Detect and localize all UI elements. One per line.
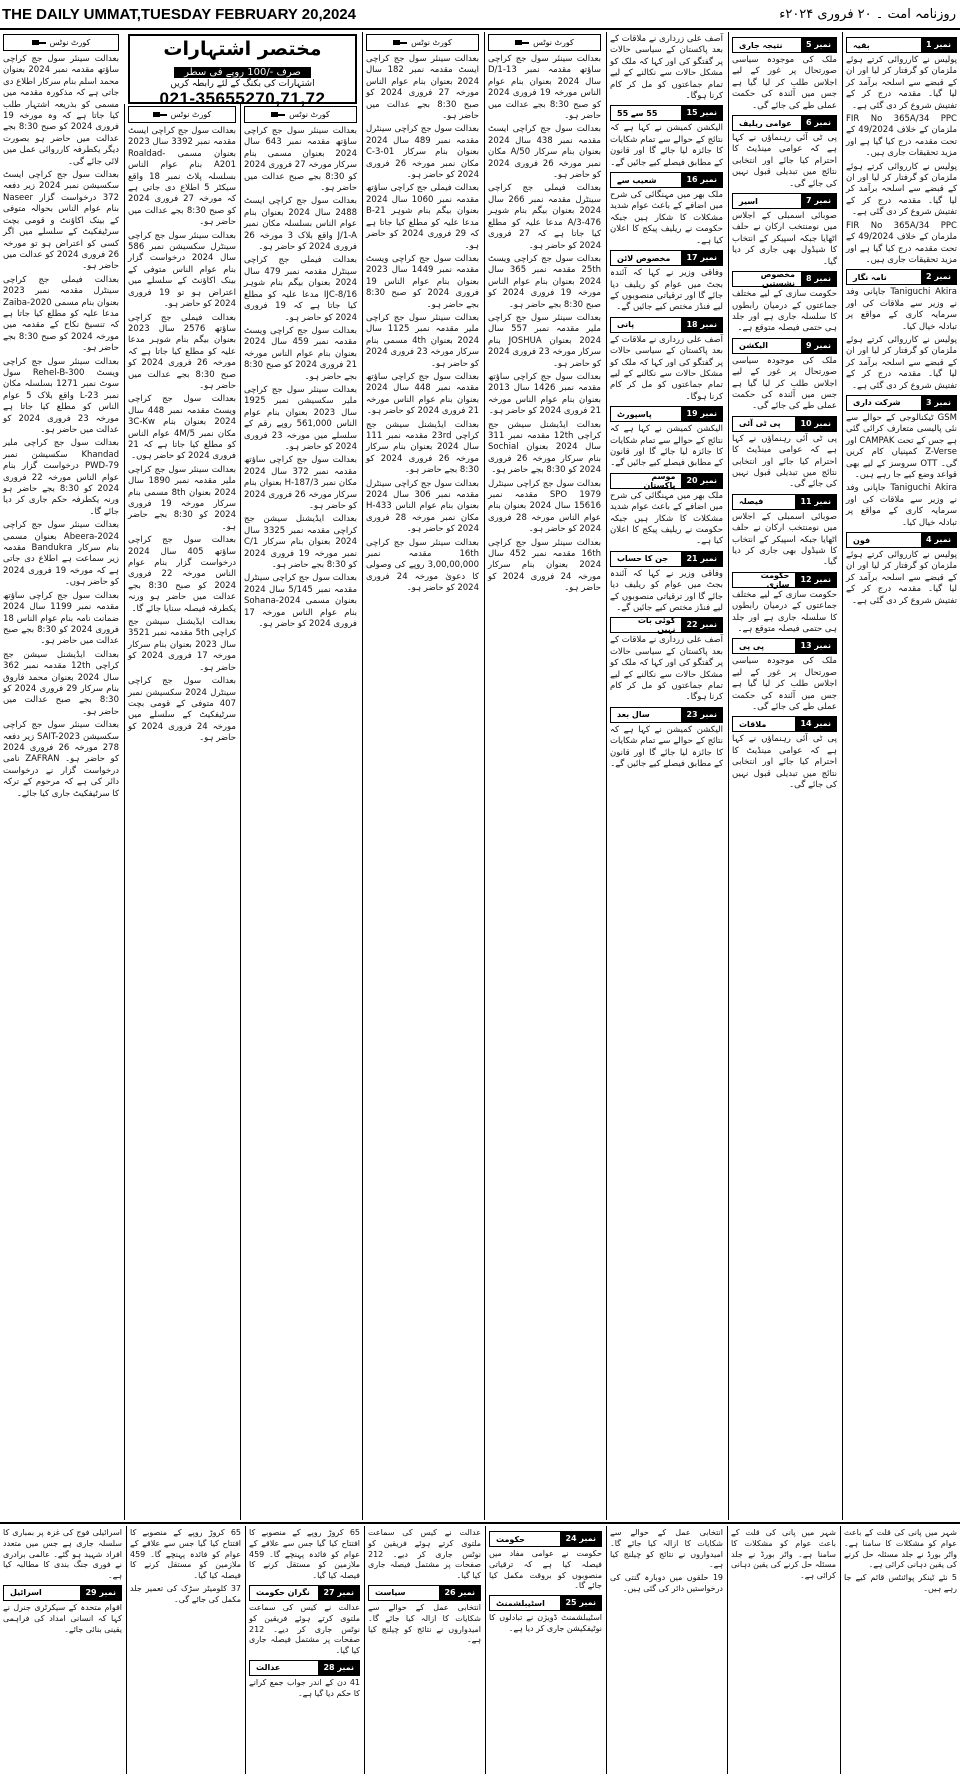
notices-column-3 [240,104,360,1520]
notice-paragraph: بعدالت ایڈیشنل سیشن جج کراچی 12th مقدمہ نمبر 362 سال 2024 بعنوان محمد فاروق بنام سرکار 29 فروری 2024 کو 8:30 بجے صبح عدالت میں حاضر ہو۔ [3,649,120,717]
section-number: نمبر 21 [681,552,722,566]
section-number: نمبر 26 [439,1586,480,1600]
column-text [249,1678,360,1700]
notice-paragraph: بعدالت سینئر سول جج کراچی سینٹرل سکسیشن نمبر 586 سال 2024 درخواست گزار بنام عوام الناس متوفی کے بینک اکاؤنٹ کے سلسلے میں اعتراض ہو تو 19 فروری 2024 کو حاضر ہو۔ [128,230,236,310]
news-paragraph: Taniguchi Akira جاپانی وفد نے وزیر سے ملاقات کی اور سرمایہ کاری کے مواقع پر تبادلہ خیال کیا۔ [846,483,957,528]
column-text [366,54,479,595]
section-title: نتیجہ جاری [739,40,783,50]
section-number: نمبر 6 [801,116,836,130]
column-text [3,1528,122,1582]
section-title: شعیب سے [617,175,657,185]
notice-paragraph: بعدالت فیملی جج کراچی سینٹرل مقدمہ نمبر 266 سال 2024 بعنوان بیگم بنام شوہر A/3-476 مدعا علیہ کو مطلع کیا جاتا ہے کہ 27 فروری 2024 کو حاضر ہو۔ [488,183,602,251]
news-paragraph: وفاقی وزیر نے کہا کہ آئندہ بجٹ میں عوام کو ریلیف دیا جائے گا اور ترقیاتی منصوبوں کے لیے فنڈز مختص کیے جائیں گے۔ [610,268,723,313]
notice-paragraph: بعدالت سول جج کراچی ساؤتھ 405 سال 2024 درخواست گزار بنام عوام الناس مورخہ 22 فروری 2024 کو صبح 8:30 بجے عدالت میں حاضر ہو ورنہ یکطرفہ فیصلہ سنایا جائے گا۔ [128,535,236,614]
news-paragraph: شہر میں پانی کی قلت کے باعث عوام کو مشکلات کا سامنا ہے۔ واٹر بورڈ نے جلد مسئلہ حل کرنے کی یقین دہانی کرائی ہے۔ [731,1528,836,1581]
header-urdu-title: روزنامہ امت ۔ ۲۰ فروری ۲۰۲۴ء [779,6,956,22]
bottom-column-5 [485,1526,605,1774]
gavel-icon [393,39,407,47]
court-notice-label: کورٹ نوٹس [411,38,452,47]
bottom-column-4 [364,1526,484,1774]
column-text [610,635,723,703]
notice-paragraph: بعدالت فیملی جج کراچی ساؤتھ مقدمہ نمبر 1060 سال 2024 بعنوان بیگم بنام شوہر B-21 مدعا علیہ کو مطلع کیا جاتا ہے کہ 29 فروری 2024 کو حاضر ہو۔ [366,183,479,251]
column-text [732,512,837,569]
notice-paragraph: بعدالت ایڈیشنل سیشن جج کراچی 23rd مقدمہ نمبر 111 سال 2024 بعنوان بنام سرکار مورخہ 26 فروری 2024 کو 8:30 بجے حاضر ہو۔ [366,419,480,476]
ad-rate: صرف -/100 روپے فی سطر [174,67,311,78]
section-number: نمبر 4 [921,533,956,547]
section-header [610,473,723,489]
section-title: 55 سے 55 [617,108,658,118]
court-notice-label: کورٹ نوٹس [533,38,574,47]
section-number: نمبر 18 [681,318,722,332]
section-number: نمبر 24 [560,1532,601,1546]
gavel-icon [32,39,46,47]
column-text [846,550,957,607]
column-text [844,1528,957,1595]
notice-paragraph: بعدالت سول جج کراچی سینٹرل مقدمہ نمبر 306 سال 2024 بعنوان بنام عوام الناس H-433 مکان نمبر مورخہ 28 فروری 2024 کو حاضر ہو۔ [366,478,479,535]
section-title: فیصلہ [739,497,764,507]
news-paragraph: اسرائیلی فوج کی غزہ پر بمباری کا سلسلہ جاری ہے جس میں متعدد افراد شہید ہو گئے۔ عالمی برادری نے فوری جنگ بندی کا مطالبہ کیا ہے۔ [3,1528,122,1581]
notices-column-2 [124,104,239,1520]
news-column-8 [842,32,960,1520]
news-paragraph: انتخابی عمل کے حوالے سے شکایات کا ازالہ کیا جائے گا۔ امیدواروں نے نتائج کو چیلنج کیا ہے۔ [610,1528,723,1570]
news-paragraph: FIR No 365A/34 PPC ملزمان کے خلاف 49/2024 کے تحت مقدمہ درج کیا گیا ہے اور مزید تحقیقات جاری ہیں۔ [846,114,957,159]
notice-paragraph: بعدالت سول جج کراچی ملیر Khandad سکسیشن نمبر PWD-79 درخواست گزار بنام عوام الناس مورخہ 22 فروری 2024 کو 8:30 بجے حاضر ہو ورنہ یکطرفہ حکم جاری کر دیا جائے گا۔ [3,438,120,517]
notice-paragraph: بعدالت سول جج کراچی ایسٹ سکسیشن نمبر 2024 زیر دفعہ 372 درخواست گزار Naseer بنام عوام الناس بحوالہ متوفی کے بینک اکاؤنٹ و قومی بچت سرٹیفکیٹ کے سلسلے میں اگر کسی کو اعتراض ہو تو مورخہ 26 فروری 2024 کو عدالت میں حاضر ہو۔ [3,170,119,272]
news-paragraph: 41 دن کے اندر جواب جمع کرانے کا حکم دیا گیا ہے۔ [249,1677,360,1698]
column-text [846,287,957,392]
classified-ad-box [128,34,357,108]
section-title: پی ٹی آئی [739,419,781,429]
news-paragraph: 5 نئے ٹینکر پوائنٹس قائم کیے جا رہے ہیں۔ [844,1573,957,1593]
section-title: سیاست [375,1588,406,1598]
news-paragraph: 37 کلومیٹر سڑک کی تعمیر جلد مکمل کی جائے گی۔ [130,1583,241,1604]
notice-paragraph: بعدالت ایڈیشنل سیشن جج کراچی 5th مقدمہ نمبر 3521 سال 2023 بعنوان بنام سرکار مورخہ 17 فروری 2024 کو حاضر ہو۔ [128,617,237,673]
news-paragraph: پولیس نے کارروائی کرتے ہوئے ملزمان کو گرفتار کر لیا اور ان کے قبضے سے اسلحہ برآمد کر لیا گیا۔ مقدمہ درج کر کے تفتیش شروع کر دی گئی ہے۔ [846,161,957,218]
section-number: نمبر 11 [795,495,836,509]
section-header [732,638,837,654]
notice-paragraph: بعدالت سول جج کراچی ایسٹ مقدمہ نمبر 438 سال 2024 بعنوان بنام سرکار 50/A مکان نمبر مورخہ 26 فروری 2024 کو حاضر ہو۔ [488,124,602,181]
news-paragraph: پی ٹی آئی رہنماؤں نے کہا ہے کہ عوامی مینڈیٹ کا احترام کیا جائے اور انتخابی نتائج میں تبدیلی قبول نہیں کی جائے گی۔ [732,133,837,189]
news-paragraph: FIR No 365A/34 PPC ملزمان کے خلاف 49/2024 کے تحت مقدمہ درج کیا گیا ہے اور مزید تحقیقات جاری ہیں۔ [846,220,957,265]
ad-subtitle: اشتہارات کی بکنگ کے لئے رابطہ کریں [170,79,315,89]
section-number: نمبر 7 [801,194,836,208]
section-header [249,1660,360,1676]
column-text [732,434,837,491]
gavel-icon [271,111,285,119]
column-text [846,413,957,529]
column-text [610,424,723,470]
section-title: فون [853,535,871,545]
section-number: نمبر 22 [681,618,722,632]
column-text [732,55,837,112]
section-title: اسٹیبلشمنٹ [496,1598,545,1608]
news-paragraph: پولیس نے کارروائی کرتے ہوئے ملزمان کو گرفتار کر لیا اور ان کے قبضے سے اسلحہ برآمد کر لیا گیا۔ مقدمہ درج کر کے تفتیش شروع کر دی گئی ہے۔ [846,55,957,111]
section-header [610,105,723,121]
news-paragraph: آصف علی زرداری نے ملاقات کے بعد پاکستان کے سیاسی حالات پر گفتگو کی اور کہا کہ ملک کو مشکل حالات سے نکالنے کے لیے تمام جماعتوں کو مل کر کام کرنا ہوگا۔ [610,334,723,402]
section-number: نمبر 13 [795,639,836,653]
section-header [610,617,723,633]
court-notice-label: کورٹ نوٹس [49,38,91,47]
section-header [846,269,957,285]
notices-column-5 [484,32,604,1520]
news-paragraph: حکومت سازی کے لیے مختلف جماعتوں کے درمیان رابطوں کا سلسلہ جاری ہے اور جلد ہی حتمی فیصلہ متوقع ہے۔ [732,589,837,635]
column-text [249,1528,360,1582]
section-header [610,707,723,723]
bottom-news-band [0,1522,960,1776]
notice-paragraph: بعدالت سول جج کراچی ساؤتھ مقدمہ نمبر 1199 سال 2024 ضمانت نامہ بنام عوام الناس 18 فروری 2024 کو 8:30 بجے صبح عدالت میں حاضر ہو۔ [3,590,119,647]
court-notice-header [488,34,601,51]
section-title: شرکت داری [853,398,901,408]
notice-paragraph: بعدالت سول جج کراچی ویسٹ مقدمہ نمبر 1449 سال 2023 بعنوان بنام عوام الناس 19 فروری 2024 کو صبح 8:30 بجے حاضر ہو۔ [366,253,479,310]
news-paragraph: پی ٹی آئی رہنماؤں نے کہا ہے کہ عوامی مینڈیٹ کا احترام کیا جائے اور انتخابی نتائج میں تبدیلی قبول نہیں کی جائے گی۔ [732,734,837,791]
section-number: نمبر 25 [560,1596,601,1610]
bottom-column-7 [727,1526,839,1774]
section-title: حکومت [496,1534,525,1544]
section-header [732,338,837,354]
section-header [610,250,723,266]
column-text [846,55,957,266]
section-header [249,1585,360,1601]
notice-paragraph: بعدالت سول جج کراچی سینٹرل SPO 1979 مقدمہ نمبر 15616 سال 2024 بعنوان بنام عوام الناس مورخہ 28 فروری 2024 کو حاضر ہو۔ [488,478,602,535]
column-text [244,126,357,630]
section-number: نمبر 29 [80,1586,121,1600]
notice-paragraph: بعدالت سول جج کراچی سینٹرل مقدمہ نمبر 489 سال 2024 بعنوان بنام سرکار 01-C-3 مکان نمبر مورخہ 26 فروری 2024 کو حاضر ہو۔ [366,124,479,181]
notice-paragraph: بعدالت سینئر سول جج کراچی ایسٹ مقدمہ نمبر 182 سال 2024 بعنوان بنام عوام الناس مورخہ 27 فروری 2024 کو صبح 8:30 بجے عدالت میں حاضر ہو۔ [366,54,479,122]
section-number: نمبر 28 [318,1661,359,1675]
column-text [368,1603,481,1646]
news-paragraph: حکومت سازی کے لیے مختلف جماعتوں کے درمیان رابطوں کا سلسلہ جاری ہے اور جلد ہی حتمی فیصلہ متوقع ہے۔ [732,289,837,334]
column-text [488,54,601,595]
column-text [130,1528,241,1606]
section-number: نمبر 5 [801,38,836,52]
notice-paragraph: بعدالت فیملی جج کراچی ساؤتھ 2576 سال 2023 بعنوان بیگم بنام شوہر مدعا علیہ کو مطلع کیا جاتا ہے کہ مورخہ 26 فروری 2024 کو صبح 8:30 بجے عدالت میں حاضر ہو۔ [128,312,236,391]
section-header [3,1585,122,1601]
section-title: نگران حکومت [256,1588,310,1598]
notices-column-1 [0,32,122,1520]
column-text [610,335,723,403]
section-header [610,551,723,567]
news-paragraph: 65 کروڑ روپے کے منصوبے کا افتتاح کیا گیا جس سے علاقے کے عوام کو فائدہ پہنچے گا۔ 459 ملازمین کو مستقل کرنے کا فیصلہ کیا گیا۔ [130,1528,241,1581]
notice-paragraph: بعدالت سینئر سول جج کراچی Abeera-2024 بعنوان مسمی بنام سرکار Bandukra مقدمہ زیر سماعت ہے اطلاع دی جاتی ہے کہ مورخہ 19 فروری 2024 کو حاضر ہوں۔ [3,520,119,588]
news-paragraph: ملک کی موجودہ سیاسی صورتحال پر غور کے لیے اجلاس طلب کر لیا گیا ہے جس میں آئندہ کی حکمت عملی طے کی جائے گی۔ [732,55,837,111]
section-title: پی پی [739,641,764,651]
section-number: نمبر 23 [681,708,722,722]
notices-column-4 [362,32,482,1520]
notice-paragraph: بعدالت سینئر سول جج کراچی ساؤتھ مقدمہ نمبر 643 سال 2024 بعنوان مسمی بنام سرکار مورخہ 27 فروری 2024 کو 8:30 بجے صبح عدالت میں حاضر ہو۔ [244,126,357,194]
column-text [249,1603,360,1657]
court-notice-label: کورٹ نوٹس [170,110,212,119]
news-paragraph: الیکشن کمیشن نے کہا ہے کہ نتائج کے حوالے سے تمام شکایات کا جائزہ لیا جائے گا اور قانون کے مطابق فیصلے کیے جائیں گے۔ [610,424,723,469]
court-notice-label: کورٹ نوٹس [289,110,330,119]
notice-paragraph: بعدالت سینئر سول جج کراچی ملیر مقدمہ نمبر 1125 سال 2024 بعنوان 4th مسمی بنام سرکار مورخہ 23 فروری 2024 کو حاضر ہو۔ [366,312,480,369]
column-text [610,491,723,548]
section-number: نمبر 17 [681,251,722,265]
bottom-column-8 [840,1526,960,1774]
section-header [610,172,723,188]
gavel-icon [153,111,167,119]
section-header [732,37,837,53]
section-title: موسم پاکستان [643,471,676,490]
news-paragraph: صوبائی اسمبلی کے اجلاس میں نومنتخب ارکان نے حلف اٹھایا جبکہ اسپیکر کے انتخاب کا شیڈول بھی جاری کر دیا گیا۔ [732,211,837,267]
section-header [846,532,957,548]
column-text [610,725,723,771]
news-paragraph: وفاقی وزیر نے کہا کہ آئندہ بجٹ میں عوام کو ریلیف دیا جائے گا اور ترقیاتی منصوبوں کے لیے فنڈز مختص کیے جائیں گے۔ [610,568,723,614]
section-number: نمبر 12 [795,573,836,587]
news-paragraph: شہر میں پانی کی قلت کے باعث عوام کو مشکلات کا سامنا ہے۔ واٹر بورڈ نے جلد مسئلہ حل کرنے کی یقین دہانی کرائی ہے۔ [844,1528,957,1570]
bottom-column-2 [126,1526,244,1774]
section-title: عدالت [256,1663,281,1673]
section-header [732,572,837,588]
section-header [846,395,957,411]
section-number: نمبر 8 [801,272,836,286]
section-number: نمبر 14 [795,717,836,731]
news-paragraph: عدالت نے کیس کی سماعت ملتوی کرتے ہوئے فریقین کو نوٹس جاری کر دیے۔ 212 صفحات پر مشتمل فیصلہ جاری کیا گیا۔ [368,1528,481,1581]
news-paragraph: حکومت نے عوامی مفاد میں فیصلہ کیا ہے کہ ترقیاتی منصوبوں کو بروقت مکمل کیا جائے گا۔ [489,1549,602,1591]
column-text [732,734,837,791]
bottom-column-6 [606,1526,726,1774]
section-title: اسیر [739,196,758,206]
section-header [610,317,723,333]
column-text [732,356,837,413]
section-header [489,1531,602,1547]
section-title: سال بعد [617,710,650,720]
notice-paragraph: بعدالت سول جج کراچی ایسٹ 2488 سال 2024 بعنوان بنام عوام الناس بسلسلہ مکان نمبر J/1-A واقع بلاک 3 مورخہ 26 فروری 2024 کو حاضر ہو۔ [244,196,358,253]
notice-paragraph: بعدالت فیملی جج کراچی سینٹرل مقدمہ نمبر 479 سال 2024 بعنوان بیگم بنام شوہر IJC-8/16 مدعا علیہ کو مطلع کیا جاتا ہے کہ 19 فروری 2024 کو حاضر ہو۔ [244,255,358,323]
gavel-icon [515,39,529,47]
notice-paragraph: بعدالت سینئر سول جج کراچی 16th مقدمہ نمبر 3,00,00,000 روپے کی وصولی کا دعویٰ مورخہ 24 فروری 2024 کو حاضر ہو۔ [366,537,479,594]
section-title: عوامی ریلیف [739,118,792,128]
section-header [610,406,723,422]
notice-paragraph: بعدالت سول جج کراچی ایسٹ مقدمہ نمبر 3392 سال 2023 بعنوان مسمی Roaldad-A201 بنام عوام الناس بسلسلہ پلاٹ نمبر 18 واقع سیکٹر 5 اطلاع دی جاتی ہے کہ مورخہ 27 فروری 2024 کو صبح 8:30 بجے عدالت میں حاضر ہو۔ [128,126,236,228]
notice-paragraph: بعدالت سینئر سول جج کراچی ملیر سکسیشن نمبر 1925 سال 2023 بعنوان بنام عوام الناس 561,000 روپے رقم کے سلسلے میں مورخہ 23 فروری 2024 کو حاضر ہو۔ [244,384,358,452]
news-paragraph: ملک کی موجودہ سیاسی صورتحال پر غور کے لیے اجلاس طلب کر لیا گیا ہے جس میں آئندہ کی حکمت عملی طے کی جائے گی۔ [732,656,837,713]
notice-paragraph: بعدالت سول جج کراچی ویسٹ مقدمہ نمبر 448 سال 2024 بعنوان بنام 3C-Kw مکان نمبر 4M/5 عوام الناس کو مطلع کیا جاتا ہے کہ 21 فروری 2024 کو حاضر ہوں۔ [128,394,237,462]
section-number: نمبر 2 [921,270,956,284]
notice-paragraph: بعدالت سول جج کراچی سینٹرل مقدمہ نمبر 5/145 سال 2024 بعنوان مسمی Sohana-2024 بنام عوام الناس مورخہ 17 فروری 2024 کو حاضر ہو۔ [244,573,357,630]
section-number: نمبر 15 [681,106,722,120]
section-header [732,115,837,131]
notice-paragraph: بعدالت سول جج کراچی ساؤتھ مقدمہ نمبر 372 سال 2024 مکان نمبر H-187/3 بعنوان بنام سرکار مورخہ 26 فروری 2024 کو حاضر ہو۔ [244,455,357,511]
section-header [732,716,837,732]
news-paragraph: 65 کروڑ روپے کے منصوبے کا افتتاح کیا گیا جس سے علاقے کے عوام کو فائدہ پہنچے گا۔ 459 ملازمین کو مستقل کرنے کا فیصلہ کیا گیا۔ [249,1528,360,1581]
notice-paragraph: بعدالت سینئر سول جج کراچی ساؤتھ مقدمہ نمبر 13-D/1 سال 2024 بعنوان بنام عوام الناس مورخہ 19 فروری 2024 کو صبح 8:30 بجے عدالت میں حاضر ہو۔ [488,54,601,122]
court-notice-header [3,34,119,51]
section-title: الیکشن [739,341,769,351]
notice-paragraph: بعدالت ایڈیشنل سیشن جج کراچی مقدمہ نمبر 3325 سال 2024 بعنوان بنام سرکار 1/C نمبر مورخہ 19 فروری 2024 کو 8:30 بجے حاضر ہو۔ [244,514,357,571]
notice-paragraph: بعدالت سینئر سول جج کراچی ویسٹ Rehel-B-300 سول سوٹ نمبر 1271 بسلسلہ مکان نمبر L-23 واقع بلاک 5 عوام الناس کو مطلع کیا جاتا ہے مورخہ 23 فروری 2024 کو عدالت میں حاضر ہو۔ [3,356,119,435]
news-paragraph: پی ٹی آئی رہنماؤں نے کہا ہے کہ عوامی مینڈیٹ کا احترام کیا جائے اور انتخابی نتائج میں تبدیلی قبول نہیں کی جائے گی۔ [732,433,837,490]
news-paragraph: GSM ٹیکنالوجی کے حوالے سے نئی پالیسی متعارف کرائی گئی ہے جس کے تحت CAMPAK اور Z-Verse کمپنیاں کام کریں گی۔ OTT سروسز کے لیے بھی قواعد وضع کیے جا رہے ہیں۔ [846,412,957,480]
notice-paragraph: بعدالت سول جج کراچی ساؤتھ مقدمہ نمبر 448 سال 2024 بعنوان بنام عوام الناس مورخہ 21 فروری 2024 کو حاضر ہو۔ [366,371,479,417]
notice-paragraph: بعدالت سول جج کراچی ویسٹ 25th مقدمہ نمبر 365 سال 2024 بعنوان بنام عوام الناس مورخہ 19 فروری 2024 کو صبح 8:30 بجے حاضر ہو۔ [488,253,601,310]
section-title: کوئی بات نہیں [637,616,676,635]
notice-paragraph: بعدالت سینئر سول جج کراچی سکسیشن SAIT-2023 زیر دفعہ 278 مورخہ 26 فروری 2024 کو حاضر ہو۔ ZAFRAN نامی درخواست گزار نے درخواست دائر کی ہے کہ مرحوم کے ترکہ کا سرٹیفکیٹ جاری کیا جائے۔ [3,720,119,799]
column-text [732,656,837,713]
notice-paragraph: بعدالت ایڈیشنل سیشن جج کراچی 12th مقدمہ نمبر 311 سال 2024 بعنوان Sochial بنام سرکار مورخہ 26 فروری 2024 کو 8:30 بجے حاضر ہو۔ [488,419,602,476]
news-paragraph: ملک کی موجودہ سیاسی صورتحال پر غور کے لیے اجلاس طلب کر لیا گیا ہے جس میں آئندہ کی حکمت عملی طے کی جائے گی۔ [732,355,837,412]
column-text [3,54,119,800]
section-header [846,37,957,53]
section-title: نامہ نگار [853,272,887,282]
column-text [489,1549,602,1592]
news-paragraph: انتخابی عمل کے حوالے سے شکایات کا ازالہ کیا جائے گا۔ امیدواروں نے نتائج کو چیلنج کیا ہے۔ [368,1602,481,1645]
ad-phone: 021-35655270,71,72 [159,89,326,108]
section-header [732,271,837,287]
notice-paragraph: بعدالت سینئر سول جج کراچی ساؤتھ مقدمہ نمبر 2024 بعنوان محمد اسلم بنام سرکار اطلاع دی جاتی ہے کہ مذکورہ مقدمہ میں مسمی کو بذریعہ اشتہار طلب کیا جاتا ہے کہ وہ مورخہ 19 فروری 2024 کو صبح 8:30 بجے عدالت میں حاضر ہو بصورت دیگر یکطرفہ کارروائی عمل میں لائی جائے گی۔ [3,54,119,167]
section-title: اسرائیل [10,1588,42,1598]
column-text [610,268,723,314]
section-header [732,193,837,209]
section-number: نمبر 10 [795,417,836,431]
section-title: پانی [617,320,635,330]
column-text [610,1528,723,1595]
section-header [489,1595,602,1611]
page-header [0,0,960,30]
section-header [732,494,837,510]
section-number: نمبر 20 [681,474,722,488]
notice-paragraph: بعدالت سول جج کراچی سینٹرل 2024 سکسیشن نمبر 407 متوفی کے قومی بچت سرٹیفکیٹ کے سلسلے میں مورخہ 24 فروری 2024 کو حاضر ہو۔ [128,676,236,744]
section-number: نمبر 9 [801,339,836,353]
notice-paragraph: بعدالت سینئر سول جج کراچی ملیر مقدمہ نمبر 557 سال 2024 بعنوان JOSHUA بنام سرکار مورخہ 23 فروری 2024 کو حاضر ہو۔ [488,312,601,369]
column-text [610,569,723,615]
notice-paragraph: بعدالت سول جج کراچی ساؤتھ مقدمہ نمبر 1426 سال 2013 بعنوان بنام عوام الناس مورخہ 21 فروری 2024 کو حاضر ہو۔ [488,371,601,417]
section-title: ملاقات [739,719,767,729]
notice-paragraph: بعدالت سول جج کراچی ویسٹ مقدمہ نمبر 459 سال 2024 بعنوان بنام عوام الناس مورخہ 21 فروری 2024 کو صبح 8:30 بجے حاضر ہو۔ [244,325,357,382]
court-notice-header [366,34,479,51]
news-paragraph: عدالت نے کیس کی سماعت ملتوی کرتے ہوئے فریقین کو نوٹس جاری کر دیے۔ 212 صفحات پر مشتمل فیصلہ جاری کیا گیا۔ [249,1602,360,1656]
section-number: نمبر 3 [921,396,956,410]
column-text [732,590,837,636]
column-text [610,34,723,102]
section-number: نمبر 19 [681,407,722,421]
news-column-7 [728,32,840,1520]
section-number: نمبر 16 [681,173,722,187]
header-english-title: THE DAILY UMMAT,TUESDAY FEBRUARY 20,2024 [2,5,356,23]
news-paragraph: الیکشن کمیشن نے کہا ہے کہ نتائج کے حوالے سے تمام شکایات کا جائزہ لیا جائے گا اور قانون کے مطابق فیصلے کیے جائیں گے۔ [610,724,723,770]
section-title: مخصوص نشستیں [760,270,796,289]
column-text [489,1613,602,1635]
news-paragraph: ملک بھر میں مہنگائی کی شرح میں اضافے کے باعث عوام شدید مشکلات کا شکار ہیں جبکہ حکومت نے ریلیف پیکج کا اعلان کیا ہے۔ [610,190,723,246]
news-paragraph: اسٹیبلشمنٹ ڈویژن نے تبادلوں کا نوٹیفکیشن جاری کر دیا ہے۔ [489,1613,602,1633]
bottom-column-1 [0,1526,125,1774]
news-paragraph: پولیس نے کارروائی کرتے ہوئے ملزمان کو گرفتار کر لیا اور ان کے قبضے سے اسلحہ برآمد کر لیا گیا۔ مقدمہ درج کر کے تفتیش شروع کر دی گئی ہے۔ [846,550,957,606]
bottom-column-3 [245,1526,363,1774]
news-paragraph: صوبائی اسمبلی کے اجلاس میں نومنتخب ارکان نے حلف اٹھایا جبکہ اسپیکر کے انتخاب کا شیڈول بھی جاری کر دیا گیا۔ [732,511,837,568]
notice-paragraph: بعدالت سینئر سول جج کراچی ملیر مقدمہ نمبر 1890 سال 2024 بعنوان 8th مسمی بنام سرکار مورخہ 19 فروری 2024 کو 8:30 بجے حاضر ہو۔ [128,464,237,532]
section-title: جن کا حساب [617,554,669,564]
column-text [610,123,723,169]
column-text [3,1603,122,1635]
news-paragraph: الیکشن کمیشن نے کہا ہے کہ نتائج کے حوالے سے تمام شکایات کا جائزہ لیا جائے گا اور قانون کے مطابق فیصلے کیے جائیں گے۔ [610,123,723,168]
column-text [731,1528,836,1582]
section-number: نمبر 1 [921,38,956,52]
section-title: مخصوص لائن [617,253,671,263]
news-paragraph: آصف علی زرداری نے ملاقات کے بعد پاکستان کے سیاسی حالات پر گفتگو کی اور کہا کہ ملک کو مشکل حالات سے نکالنے کے لیے تمام جماعتوں کو مل کر کام کرنا ہوگا۔ [610,635,723,703]
news-paragraph: پولیس نے کارروائی کرتے ہوئے ملزمان کو گرفتار کر لیا اور ان کے قبضے سے اسلحہ برآمد کر لیا گیا۔ مقدمہ درج کر کے تفتیش شروع کر دی گئی ہے۔ [846,334,957,391]
news-column-6 [606,32,726,1520]
section-number: نمبر 27 [318,1586,359,1600]
section-title: پاسپورٹ [617,409,652,419]
notice-paragraph: بعدالت فیملی جج کراچی سینٹرل مقدمہ نمبر 2023 بعنوان بنام مسمی Zaiba-2020 مدعا علیہ کو مطلع کیا جاتا ہے کہ تنسیخ نکاح کے مقدمہ میں مورخہ 2024 کو صبح 8:30 بجے حاضر ہو۔ [3,274,119,354]
column-text [732,133,837,190]
section-title: بقیہ [853,40,870,50]
ad-title: مختصر اشتہارات [163,38,322,60]
news-paragraph: 19 حلقوں میں دوبارہ گنتی کی درخواستیں دائر کی گئی ہیں۔ [610,1573,723,1593]
news-paragraph: Taniguchi Akira جاپانی وفد نے وزیر سے ملاقات کی اور سرمایہ کاری کے مواقع پر تبادلہ خیال کیا۔ [846,287,957,332]
news-paragraph: ملک بھر میں مہنگائی کی شرح میں اضافے کے باعث عوام شدید مشکلات کا شکار ہیں جبکہ حکومت نے ریلیف پیکج کا اعلان کیا ہے۔ [610,490,723,547]
column-text [368,1528,481,1582]
column-text [128,126,236,745]
section-header [368,1585,481,1601]
column-text [732,289,837,335]
column-text [732,211,837,268]
news-paragraph: اقوام متحدہ کے سیکرٹری جنرل نے کہا کہ انسانی امداد کی فراہمی یقینی بنائی جائے۔ [3,1602,122,1634]
notice-paragraph: بعدالت سینئر سول جج کراچی 16th مقدمہ نمبر 452 سال 2024 بعنوان بنام سرکار مورخہ 24 فروری 2024 کو حاضر ہو۔ [488,537,601,594]
news-paragraph: آصف علی زرداری نے ملاقات کے بعد پاکستان کے سیاسی حالات پر گفتگو کی اور کہا کہ ملک کو مشکل حالات سے نکالنے کے لیے تمام جماعتوں کو مل کر کام کرنا ہوگا۔ [610,34,723,102]
section-title: حکومت سازی [760,570,790,589]
column-text [610,190,723,247]
section-header [732,416,837,432]
